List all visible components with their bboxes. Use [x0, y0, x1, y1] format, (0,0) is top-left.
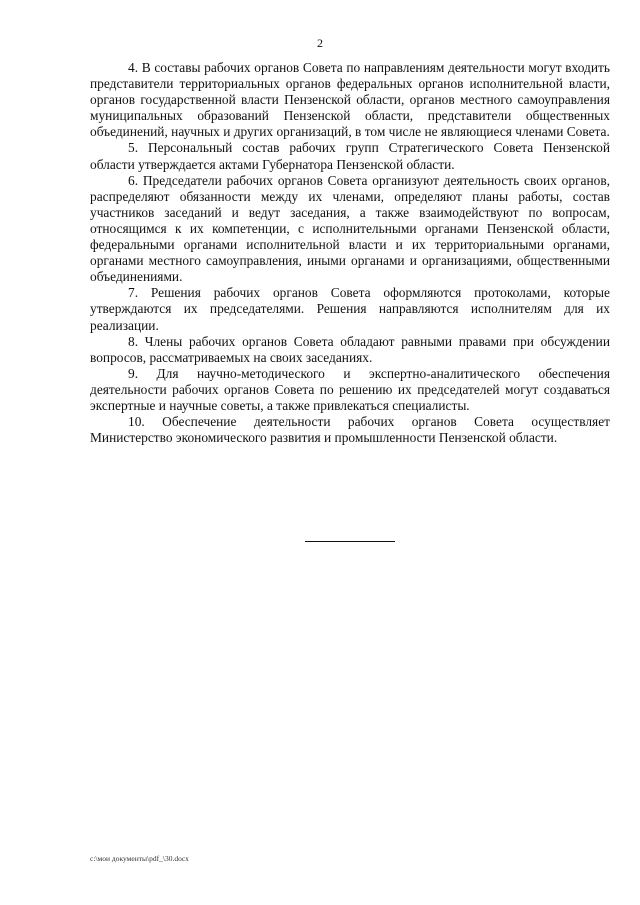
paragraph-10: 10. Обеспечение деятельности рабочих органов Совета осуществляет Министерство экономического развития и промышленности Пензенской области.	[90, 414, 610, 446]
paragraph-4: 4. В составы рабочих органов Совета по направлениям деятельности могут входить представители территориальных органов федеральных органов исполнительной власти, органов государственной власти Пензенской области, органов местного самоуправления муниципальных образований Пензенской области, представители общественных объединений, научных и других организаций, в том числе не являющиеся членами Совета.	[90, 60, 610, 140]
paragraph-7: 7. Решения рабочих органов Совета оформляются протоколами, которые утверждаются их председателями. Решения направляются исполнителям для их реализации.	[90, 285, 610, 333]
paragraph-6: 6. Председатели рабочих органов Совета организуют деятельность своих органов, распределяют обязанности между их членами, определяют планы работы, состав участников заседаний и ведут заседания, а также взаимодействуют по вопросам, относящимся к их компетенции, с исполнительными органами Пензенской области, федеральными органами исполнительной власти и их территориальными органами, органами местного самоуправления, иными органами и организациями, общественными объединениями.	[90, 172, 610, 285]
page-number: 2	[317, 36, 323, 50]
paragraph-8: 8. Члены рабочих органов Совета обладают равными правами при обсуждении вопросов, рассматриваемых на своих заседаниях.	[90, 333, 610, 365]
document-body	[90, 60, 610, 446]
paragraph-9: 9. Для научно-методического и экспертно-аналитического обеспечения деятельности рабочих органов Совета по решению их председателей могут создаваться экспертные и научные советы, а также привлекаться специалисты.	[90, 365, 610, 413]
end-of-document-rule	[305, 541, 395, 542]
paragraph-5: 5. Персональный состав рабочих групп Стратегического Совета Пензенской области утверждается актами Губернатора Пензенской области.	[90, 140, 610, 172]
footer-file-path: c:\мои документы\pdf_\30.docx	[90, 854, 189, 863]
